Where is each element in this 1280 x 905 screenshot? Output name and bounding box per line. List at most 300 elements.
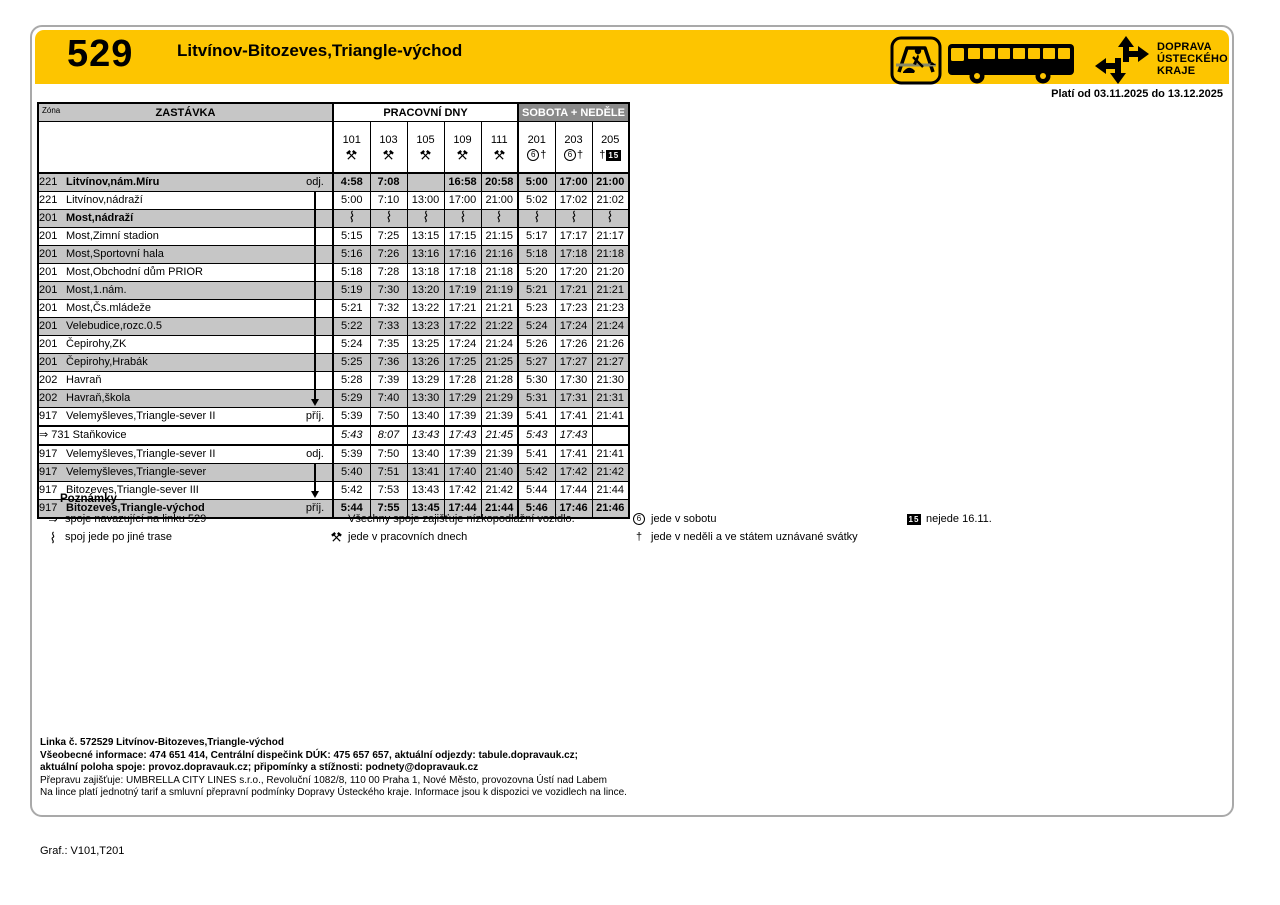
time-cell: 17:18 xyxy=(444,263,481,281)
different-route-icon xyxy=(50,531,56,544)
different-route-icon xyxy=(607,210,613,223)
time-cell: 17:28 xyxy=(444,371,481,389)
time-cell: 21:41 xyxy=(592,445,629,464)
connection-arrow-icon: ⇒ xyxy=(39,429,49,441)
time-cell: 5:31 xyxy=(518,389,555,407)
direction-mark-cell xyxy=(298,371,333,389)
trip-number: 203 xyxy=(564,134,583,147)
direction-mark-cell xyxy=(298,263,333,281)
zone-cell: 201 xyxy=(38,281,66,299)
time-cell: 5:18 xyxy=(333,263,370,281)
connection-arrow-icon: ⇒ xyxy=(48,513,58,526)
direction-mark-cell xyxy=(298,317,333,335)
time-cell: 21:46 xyxy=(592,499,629,518)
time-cell: 17:43 xyxy=(555,426,592,445)
time-cell: 13:25 xyxy=(407,335,444,353)
trip-number: 205 xyxy=(601,134,620,147)
direction-mark-cell xyxy=(298,227,333,245)
sun-icon xyxy=(630,532,648,543)
time-cell: 21:21 xyxy=(481,299,518,317)
footer-line: Všeobecné informace: 474 651 414, Centrální dispečink DÚK: 475 657 657, aktuální odjezdy: tabule.dopravauk.cz; xyxy=(40,749,578,761)
stop-name-cell: Velemyšleves,Triangle-sever xyxy=(66,463,298,481)
trip-column-header xyxy=(444,122,481,173)
note-text: jede v neděli a ve státem uznávané svátky xyxy=(651,531,858,543)
time-cell: 21:00 xyxy=(592,173,629,192)
time-cell: 8:07 xyxy=(370,426,407,445)
route-line xyxy=(314,464,316,481)
direction-mark-cell xyxy=(298,245,333,263)
route-line xyxy=(314,228,316,245)
sunday-holiday-icon: † xyxy=(635,530,643,543)
time-cell: 17:02 xyxy=(555,191,592,209)
trip-header-row xyxy=(38,122,629,173)
different-route-icon xyxy=(460,210,466,223)
note-item xyxy=(44,510,206,528)
different-route-icon xyxy=(534,210,540,223)
time-cell: 5:30 xyxy=(518,371,555,389)
footer-line: Přepravu zajišťuje: UMBRELLA CITY LINES s.r.o., Revoluční 1082/8, 110 00 Praha 1, Nové Město, provozovna Ústí nad Labem xyxy=(40,774,608,786)
trip-symbols xyxy=(482,148,518,162)
time-cell: 21:42 xyxy=(592,463,629,481)
time-cell: 7:30 xyxy=(370,281,407,299)
direction-mark-cell xyxy=(298,463,333,481)
direction-mark-cell xyxy=(298,389,333,407)
trip-column-header xyxy=(407,122,444,173)
time-cell xyxy=(592,209,629,227)
time-cell: 5:21 xyxy=(518,281,555,299)
different-route-icon xyxy=(496,210,502,223)
time-cell: 21:45 xyxy=(481,426,518,445)
note-text: Všechny spoje zajišťuje nízkopodlažní vozidlo. xyxy=(348,513,575,525)
connection-stop-cell xyxy=(38,426,333,445)
zone-cell: 917 xyxy=(38,407,66,426)
time-cell: 7:26 xyxy=(370,245,407,263)
direction-mark-cell: odj. xyxy=(298,173,333,192)
time-cell xyxy=(370,209,407,227)
sunday-holiday-icon: † xyxy=(599,148,606,161)
workdays-icon xyxy=(346,150,357,161)
zone-cell: 917 xyxy=(38,463,66,481)
time-cell: 13:29 xyxy=(407,371,444,389)
route-line xyxy=(314,372,316,389)
time-cell: 21:39 xyxy=(481,407,518,426)
table-row xyxy=(38,445,629,464)
time-cell: 4:58 xyxy=(333,173,370,192)
route-line xyxy=(314,282,316,299)
validity-dates: Platí od 03.11.2025 do 13.12.2025 xyxy=(1051,88,1223,100)
notes-column xyxy=(44,510,206,546)
time-cell: 21:28 xyxy=(481,371,518,389)
time-cell: 17:24 xyxy=(555,317,592,335)
zone-cell: 201 xyxy=(38,227,66,245)
footer-info xyxy=(40,737,627,800)
stop-name-cell: Most,Sportovní hala xyxy=(66,245,298,263)
stop-name-cell: Velemyšleves,Triangle-sever II xyxy=(66,407,298,426)
time-cell: 17:43 xyxy=(444,426,481,445)
time-cell: 21:39 xyxy=(481,445,518,464)
time-cell: 5:40 xyxy=(333,463,370,481)
time-cell: 21:00 xyxy=(481,191,518,209)
zone-cell: 201 xyxy=(38,335,66,353)
direction-mark-cell xyxy=(298,281,333,299)
time-cell: 5:27 xyxy=(518,353,555,371)
brand-name-line: ÚSTECKÉHO xyxy=(1157,53,1228,65)
time-cell: 5:24 xyxy=(518,317,555,335)
workdays-icon xyxy=(327,532,345,543)
table-row xyxy=(38,299,629,317)
zone-header: Zóna xyxy=(42,106,61,115)
footer-line: aktuální poloha spoje: provoz.dopravauk.cz; připomínky a stížnosti: podnety@dopravauk.cz xyxy=(40,762,479,774)
time-cell: 17:25 xyxy=(444,353,481,371)
time-cell: 5:18 xyxy=(518,245,555,263)
time-cell xyxy=(481,209,518,227)
note-item xyxy=(327,510,575,528)
notes-column xyxy=(630,510,858,546)
time-cell: 5:41 xyxy=(518,445,555,464)
time-cell: 5:17 xyxy=(518,227,555,245)
time-cell: 17:40 xyxy=(444,463,481,481)
note-15-icon: 15 xyxy=(908,514,920,524)
time-cell: 5:16 xyxy=(333,245,370,263)
time-cell: 5:25 xyxy=(333,353,370,371)
footer-line: Linka č. 572529 Litvínov-Bitozeves,Triangle-východ xyxy=(40,737,284,748)
direction-mark-cell: příj. xyxy=(298,407,333,426)
trip-number: 101 xyxy=(342,134,361,147)
route-line xyxy=(314,336,316,353)
time-cell: 5:39 xyxy=(333,407,370,426)
time-cell: 21:20 xyxy=(592,263,629,281)
time-cell: 21:44 xyxy=(592,481,629,499)
table-row xyxy=(38,263,629,281)
time-cell: 5:44 xyxy=(333,499,370,518)
trip-number: 103 xyxy=(379,134,398,147)
time-cell: 17:44 xyxy=(444,499,481,518)
sunday-holiday-icon: † xyxy=(540,148,547,161)
time-cell: 7:32 xyxy=(370,299,407,317)
different-route-icon xyxy=(571,210,577,223)
workdays-icon xyxy=(457,150,468,161)
workdays-header: PRACOVNÍ DNY xyxy=(333,103,518,122)
line-number: 529 xyxy=(67,33,134,75)
stop-name-cell: Havraň xyxy=(66,371,298,389)
time-cell: 13:20 xyxy=(407,281,444,299)
time-cell xyxy=(592,426,629,445)
time-cell: 7:50 xyxy=(370,407,407,426)
time-cell: 5:46 xyxy=(518,499,555,518)
time-cell: 21:30 xyxy=(592,371,629,389)
time-cell: 13:00 xyxy=(407,191,444,209)
different-route-icon xyxy=(349,210,355,223)
stop-name-cell: Bitozeves,Triangle-východ xyxy=(66,499,298,518)
zone-cell: 221 xyxy=(38,191,66,209)
header-band xyxy=(35,30,1229,84)
route-line xyxy=(314,354,316,371)
route-line xyxy=(314,300,316,317)
time-cell: 13:40 xyxy=(407,445,444,464)
route-title: Litvínov-Bitozeves,Triangle-východ xyxy=(177,41,463,60)
time-cell: 17:20 xyxy=(555,263,592,281)
zone-cell: 201 xyxy=(38,353,66,371)
time-cell: 7:36 xyxy=(370,353,407,371)
time-cell: 5:00 xyxy=(333,191,370,209)
time-cell: 13:18 xyxy=(407,263,444,281)
graf-note: Graf.: V101,T201 xyxy=(40,845,125,857)
sunday-holiday-icon: † xyxy=(576,148,584,161)
duk-logo-text xyxy=(1157,41,1228,77)
time-cell: 17:24 xyxy=(444,335,481,353)
time-cell: 7:28 xyxy=(370,263,407,281)
time-cell: 21:24 xyxy=(481,335,518,353)
brand-name-line: DOPRAVA xyxy=(1157,41,1212,53)
squiggle-icon xyxy=(44,531,62,544)
time-cell: 7:50 xyxy=(370,445,407,464)
trip-symbols xyxy=(445,148,481,162)
workdays-icon xyxy=(420,150,431,161)
time-cell xyxy=(333,209,370,227)
time-cell: 17:44 xyxy=(555,481,592,499)
stop-name-cell: Most,Čs.mládeže xyxy=(66,299,298,317)
time-cell: 5:22 xyxy=(333,317,370,335)
time-cell: 7:55 xyxy=(370,499,407,518)
time-cell: 21:17 xyxy=(592,227,629,245)
direction-mark-cell: odj. xyxy=(298,445,333,464)
time-cell: 21:19 xyxy=(481,281,518,299)
trip-column-header xyxy=(592,122,629,173)
time-cell: 5:28 xyxy=(333,371,370,389)
note-text: jede v pracovních dnech xyxy=(348,531,468,543)
time-cell: 13:15 xyxy=(407,227,444,245)
trip-column-header xyxy=(481,122,518,173)
table-row xyxy=(38,371,629,389)
time-cell: 13:43 xyxy=(407,426,444,445)
saturday-icon: 6 xyxy=(633,513,645,525)
route-line xyxy=(314,210,316,227)
trip-symbols xyxy=(408,148,444,162)
time-cell: 17:39 xyxy=(444,445,481,464)
connection-stop-name: 731 Staňkovice xyxy=(48,429,127,441)
route-arrowhead-icon xyxy=(311,399,319,406)
time-cell: 21:31 xyxy=(592,389,629,407)
time-cell: 7:25 xyxy=(370,227,407,245)
zone-cell: 201 xyxy=(38,299,66,317)
note-15-icon: 15 xyxy=(608,150,620,160)
time-cell xyxy=(444,209,481,227)
weekend-header: SOBOTA + NEDĚLE xyxy=(518,103,629,122)
trip-symbols xyxy=(371,148,407,162)
table-row xyxy=(38,389,629,407)
time-cell: 17:41 xyxy=(555,445,592,464)
trip-symbols xyxy=(593,148,629,162)
zone-cell: 202 xyxy=(38,371,66,389)
time-cell: 21:15 xyxy=(481,227,518,245)
time-cell: 17:27 xyxy=(555,353,592,371)
notes-heading: Poznámky xyxy=(60,493,117,505)
time-cell: 17:00 xyxy=(555,173,592,192)
time-cell: 21:41 xyxy=(592,407,629,426)
trip-column-header xyxy=(370,122,407,173)
table-header-row xyxy=(38,103,629,122)
brand-name-line: KRAJE xyxy=(1157,65,1196,77)
direction-mark-cell: příj. xyxy=(298,499,333,518)
time-cell: 21:25 xyxy=(481,353,518,371)
different-route-icon xyxy=(423,210,429,223)
note-text: spoj jede po jiné trase xyxy=(65,531,173,543)
timetable xyxy=(37,102,630,519)
note-item xyxy=(44,528,206,546)
time-cell: 7:08 xyxy=(370,173,407,192)
time-cell: 17:39 xyxy=(444,407,481,426)
time-cell: 17:46 xyxy=(555,499,592,518)
time-cell: 17:42 xyxy=(444,481,481,499)
zone-cell: 917 xyxy=(38,445,66,464)
note-item xyxy=(630,510,858,528)
header-spacer xyxy=(38,122,333,173)
time-cell: 5:15 xyxy=(333,227,370,245)
time-cell: 17:16 xyxy=(444,245,481,263)
time-cell: 7:40 xyxy=(370,389,407,407)
stop-name-cell: Most,Zimní stadion xyxy=(66,227,298,245)
stop-name-cell: Most,nádraží xyxy=(66,209,298,227)
time-cell: 21:27 xyxy=(592,353,629,371)
time-cell: 5:39 xyxy=(333,445,370,464)
time-cell: 17:18 xyxy=(555,245,592,263)
time-cell: 13:16 xyxy=(407,245,444,263)
route-line xyxy=(314,264,316,281)
notes-column xyxy=(327,510,575,546)
time-cell: 5:44 xyxy=(518,481,555,499)
route-line xyxy=(314,318,316,335)
table-row xyxy=(38,209,629,227)
time-cell: 5:24 xyxy=(333,335,370,353)
trip-column-header xyxy=(555,122,592,173)
stop-name-cell: Velemyšleves,Triangle-sever II xyxy=(66,445,298,464)
workdays-icon xyxy=(494,150,505,161)
time-cell: 5:43 xyxy=(333,426,370,445)
trip-number: 109 xyxy=(453,134,472,147)
stop-name-cell: Čepirohy,ZK xyxy=(66,335,298,353)
zone-cell: 221 xyxy=(38,173,66,192)
stop-name-cell: Velebudice,rozc.0.5 xyxy=(66,317,298,335)
zone-cell: 917 xyxy=(38,499,66,518)
trip-symbols xyxy=(556,148,592,162)
trip-column-header xyxy=(518,122,555,173)
table-row xyxy=(38,426,629,445)
table-row xyxy=(38,407,629,426)
time-cell: 17:21 xyxy=(444,299,481,317)
stop-header: ZASTÁVKA xyxy=(155,106,216,119)
time-cell: 5:20 xyxy=(518,263,555,281)
zone-cell: 201 xyxy=(38,263,66,281)
time-cell: 21:44 xyxy=(481,499,518,518)
stop-name-cell: Čepirohy,Hrabák xyxy=(66,353,298,371)
time-cell: 21:18 xyxy=(592,245,629,263)
time-cell: 21:29 xyxy=(481,389,518,407)
table-row xyxy=(38,463,629,481)
note-text: spoje navazující na linku 529 xyxy=(65,513,207,525)
time-cell xyxy=(555,209,592,227)
trip-number: 201 xyxy=(527,134,546,147)
time-cell: 5:41 xyxy=(518,407,555,426)
stop-name-cell: Most,1.nám. xyxy=(66,281,298,299)
direction-mark-cell xyxy=(298,191,333,209)
time-cell: 13:45 xyxy=(407,499,444,518)
time-cell: 5:42 xyxy=(518,463,555,481)
zone-cell: 201 xyxy=(38,317,66,335)
time-cell: 21:23 xyxy=(592,299,629,317)
time-cell: 7:39 xyxy=(370,371,407,389)
stop-name-cell: Litvínov,nádraží xyxy=(66,191,298,209)
time-cell: 5:23 xyxy=(518,299,555,317)
bus-icon xyxy=(947,43,1075,90)
stop-name-cell: Most,Obchodní dům PRIOR xyxy=(66,263,298,281)
time-cell: 17:22 xyxy=(444,317,481,335)
table-row xyxy=(38,245,629,263)
sat-icon xyxy=(630,513,648,525)
table-row xyxy=(38,335,629,353)
box15-icon xyxy=(905,514,923,525)
stop-name-cell: Havraň,škola xyxy=(66,389,298,407)
time-cell: 20:58 xyxy=(481,173,518,192)
time-cell: 17:23 xyxy=(555,299,592,317)
note-item xyxy=(327,528,575,546)
direction-mark-cell xyxy=(298,299,333,317)
stop-name-cell: Litvínov,nám.Míru xyxy=(66,173,298,192)
route-line xyxy=(314,246,316,263)
time-cell: 16:58 xyxy=(444,173,481,192)
time-cell: 21:18 xyxy=(481,263,518,281)
zone-cell: 202 xyxy=(38,389,66,407)
time-cell: 13:23 xyxy=(407,317,444,335)
link-icon xyxy=(44,513,62,526)
workdays-icon xyxy=(383,150,394,161)
note-text: nejede 16.11. xyxy=(926,513,992,525)
time-cell: 21:02 xyxy=(592,191,629,209)
notes-column xyxy=(905,510,992,528)
time-cell: 17:21 xyxy=(555,281,592,299)
note-item xyxy=(905,510,992,528)
time-cell: 7:10 xyxy=(370,191,407,209)
time-cell: 17:26 xyxy=(555,335,592,353)
table-row xyxy=(38,353,629,371)
workdays-icon xyxy=(331,532,342,543)
direction-mark-cell xyxy=(298,353,333,371)
time-cell: 21:42 xyxy=(481,481,518,499)
time-cell xyxy=(407,209,444,227)
direction-mark-cell xyxy=(298,209,333,227)
time-cell: 7:53 xyxy=(370,481,407,499)
time-cell: 17:30 xyxy=(555,371,592,389)
time-cell: 21:40 xyxy=(481,463,518,481)
time-cell: 13:43 xyxy=(407,481,444,499)
time-cell: 5:26 xyxy=(518,335,555,353)
trip-symbols xyxy=(334,148,370,162)
note-item xyxy=(630,528,858,546)
time-cell: 7:35 xyxy=(370,335,407,353)
time-cell: 17:00 xyxy=(444,191,481,209)
time-cell: 5:42 xyxy=(333,481,370,499)
direction-mark-cell xyxy=(298,481,333,499)
stop-name-cell: Bitozeves,Triangle-sever III xyxy=(66,481,298,499)
time-cell: 21:26 xyxy=(592,335,629,353)
time-cell: 21:24 xyxy=(592,317,629,335)
time-cell: 17:41 xyxy=(555,407,592,426)
time-cell: 17:17 xyxy=(555,227,592,245)
time-cell: 17:29 xyxy=(444,389,481,407)
route-arrowhead-icon xyxy=(311,491,319,498)
saturday-icon: 6 xyxy=(527,149,539,161)
trip-number: 105 xyxy=(416,134,435,147)
time-cell: 13:40 xyxy=(407,407,444,426)
